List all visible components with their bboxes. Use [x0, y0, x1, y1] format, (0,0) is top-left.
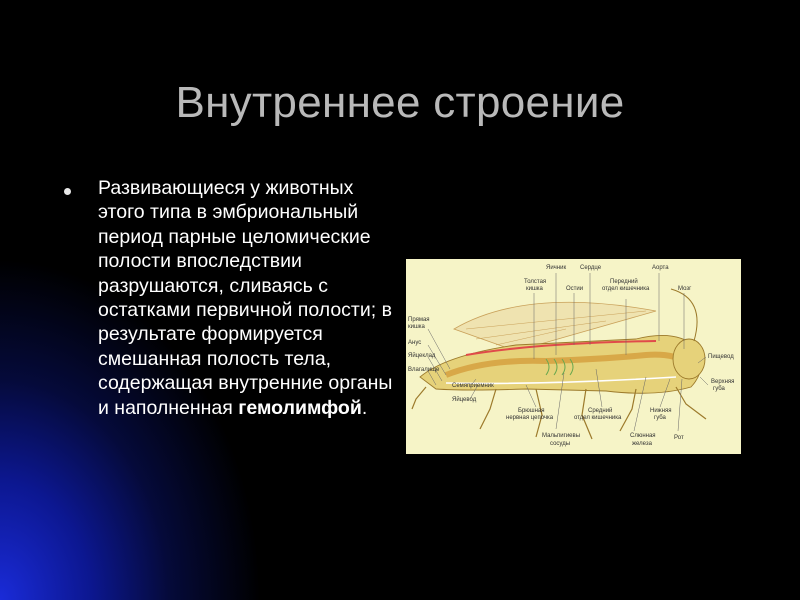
label-foregut-2: отдел кишечника [602, 286, 650, 292]
label-anus: Анус [408, 340, 422, 346]
label-heart: Сердце [580, 265, 602, 271]
label-foregut-1: Передний [610, 279, 638, 285]
label-ostia: Остии [566, 286, 584, 292]
label-oviduct: Яйцевод [452, 397, 477, 403]
label-salivary-2: железа [632, 441, 652, 447]
label-nerve-cord-2: нервная цепочка [506, 415, 554, 421]
label-malpighian-2: сосуды [550, 441, 571, 447]
bullet-icon [64, 188, 71, 195]
label-esophagus: Пищевод [708, 354, 734, 360]
bullet-text-emphasis: гемолимфой [238, 396, 362, 419]
label-lower-lip-2: губа [654, 415, 666, 421]
insect-anatomy-diagram [406, 259, 741, 454]
label-thick-gut-1: Толстая [524, 279, 547, 285]
label-midgut-1: Средний [588, 408, 613, 414]
slide-title: Внутреннее строение [175, 78, 625, 127]
label-ovary: Яичник [546, 265, 567, 271]
label-seminal-rec: Семяприемник [452, 383, 494, 389]
label-salivary-1: Слюнная [630, 433, 656, 439]
label-thick-gut-2: кишка [526, 286, 543, 292]
label-mouth: Рот [674, 435, 684, 441]
label-lower-lip-1: Нижняя [650, 408, 672, 414]
bullet-text-end: . [361, 396, 368, 419]
label-nerve-cord-1: Брюшная [518, 408, 545, 414]
label-vagina: Влагалище [408, 367, 440, 373]
label-upper-lip-2: губа [713, 386, 725, 392]
bullet-text-main: Развивающиеся у животных этого типа в эмбриональный период парные целомические полости впоследствии разрушаются, сливаясь с остатками первичной полости; в результате формируется смешанная полость тела, содержащая внутренние органы и наполненная [98, 177, 393, 419]
label-aorta: Аорта [652, 265, 669, 271]
bullet-paragraph [98, 176, 398, 420]
label-ovipositor: Яйцеклад [408, 353, 436, 359]
label-rectum-1: Прямая [408, 317, 430, 323]
label-upper-lip-1: Верхняя [711, 379, 735, 385]
label-brain: Мозг [678, 286, 692, 292]
insect-anatomy-svg [406, 259, 741, 454]
insect-head [673, 339, 705, 379]
label-rectum-2: кишка [408, 324, 425, 330]
label-malpighian-1: Мальпигиевы [542, 433, 581, 439]
label-midgut-2: отдел кишечника [574, 415, 622, 421]
